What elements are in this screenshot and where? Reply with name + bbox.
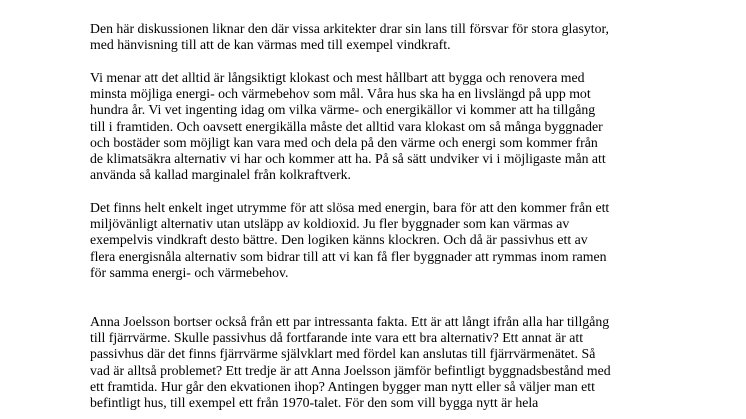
text-line: vad är alltså problemet? Ett tredje är att Anna Joelsson jämför befintligt byggnadsbestånd med	[90, 362, 611, 378]
text-line: Anna Joelsson bortser också från ett par intressanta fakta. Ett är att långt ifrån alla har tillgång	[90, 314, 610, 329]
text-line: till fjärrvärme. Skulle passivhus då fortfarande inte vara ett bra alternativ? Ett annat är att	[90, 330, 584, 346]
text-line: befintligt hus, till exempel ett från 1970-talet. För den som vill bygga nytt är hela	[90, 394, 539, 410]
text-line: ett framtida. Hur går den ekvationen ihop? Antingen bygger man nytt eller så väljer man ett	[90, 378, 595, 394]
text-line: använda så kallad marginalel från kolkraftverk.	[90, 167, 352, 183]
paragraph-1	[90, 21, 730, 53]
text-line: minsta möjliga energi- och värmebehov som mål. Våra hus ska ha en livslängd på upp mot	[90, 86, 591, 102]
text-line: och bostäder som möjligt kan vara med och dela på den värme och energi som kommer från	[90, 134, 598, 150]
text-line: miljövänligt alternativ utan utsläpp av koldioxid. Ju fler byggnader som kan värmas av	[90, 216, 570, 232]
text-line: flera energisnåla alternativ som bidrar till att vi kan få fler byggnader att rymmas inom ramen	[90, 248, 607, 264]
paragraph-2	[90, 70, 730, 183]
text-line: Den här diskussionen liknar den där vissa arkitekter drar sin lans till försvar för stora glasytor,	[90, 21, 609, 36]
text-line: för samma energi- och värmebehov.	[90, 264, 289, 280]
paragraph-4	[90, 314, 730, 411]
paragraph-3	[90, 200, 730, 281]
text-line: till i framtiden. Och oavsett energikälla måste det alltid vara klokast om så många byggnader	[90, 118, 603, 134]
text-line: Vi menar att det alltid är långsiktigt klokast och mest hållbart att bygga och renovera med	[90, 70, 585, 85]
text-line: med hänvisning till att de kan värmas med till exempel vindkraft.	[90, 37, 451, 53]
text-line: passivhus där det finns fjärrvärme självklart med fördel kan anslutas till fjärrvärmenätet. Så	[90, 346, 596, 362]
text-line: de klimatsäkra alternativ vi har och kommer att ha. På så sätt undviker vi i möjligaste mån att	[90, 150, 606, 166]
text-line: hundra år. Vi vet ingenting idag om vilka värme- och energikällor vi kommer att ha tillgång	[90, 102, 596, 118]
text-line: exempelvis vindkraft desto bättre. Den logiken känns klockren. Och då är passivhus ett av	[90, 232, 588, 248]
text-line: Det finns helt enkelt inget utrymme för att slösa med energin, bara för att den kommer från ett	[90, 200, 610, 215]
